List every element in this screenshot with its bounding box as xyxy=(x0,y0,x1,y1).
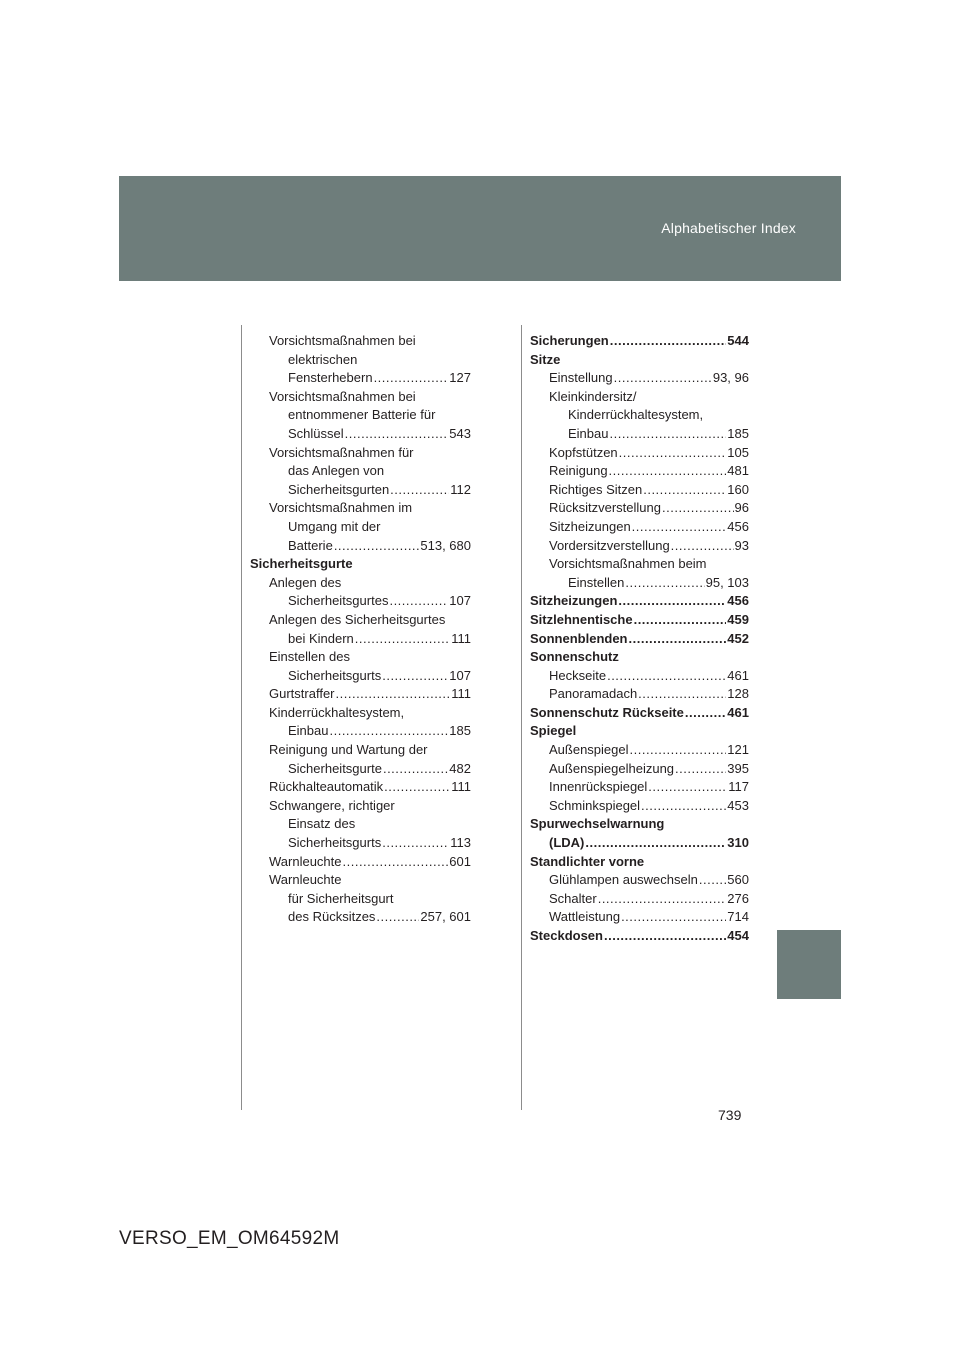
index-term: Schlüssel xyxy=(288,425,344,441)
page-reference: 121 xyxy=(727,742,749,758)
index-entry xyxy=(530,369,749,388)
index-entry xyxy=(530,834,749,853)
header-band xyxy=(119,176,841,281)
index-term: Vorsichtsmaßnahmen für xyxy=(269,444,414,460)
index-term: Einstellen xyxy=(568,574,625,590)
index-term: Einstellen des xyxy=(269,649,350,665)
index-entry xyxy=(530,797,749,816)
index-term: Sicherheitsgurtes xyxy=(288,593,389,609)
chapter-tab xyxy=(777,930,841,999)
index-term: Batterie xyxy=(288,537,333,553)
index-heading xyxy=(250,797,471,816)
index-term: Sicherheitsgurts xyxy=(288,667,382,683)
dot-leader xyxy=(641,797,726,816)
page-reference: 544 xyxy=(727,333,749,348)
dot-leader xyxy=(329,722,448,741)
page-reference: 160 xyxy=(727,481,749,497)
index-heading xyxy=(530,388,749,407)
index-term: Vorsichtsmaßnahmen bei xyxy=(269,388,416,404)
page-reference: 257, 601 xyxy=(420,909,471,925)
index-entry xyxy=(530,760,749,779)
page-reference: 96 xyxy=(734,500,749,516)
dot-leader xyxy=(609,425,726,444)
index-term: Warnleuchte xyxy=(269,872,342,888)
index-term: Warnleuchte xyxy=(269,853,342,869)
index-term: Sitzheizungen xyxy=(549,518,631,534)
index-entry xyxy=(250,908,471,927)
index-entry xyxy=(530,574,749,593)
index-entry xyxy=(250,369,471,388)
index-term: Standlichter vorne xyxy=(530,853,645,869)
page-reference: 459 xyxy=(727,611,749,627)
page-reference: 95, 103 xyxy=(705,574,749,590)
index-term: für Sicherheitsgurt xyxy=(288,890,394,906)
index-heading xyxy=(530,351,749,370)
index-term: Sitzlehnentische xyxy=(530,611,633,627)
page-reference: 111 xyxy=(451,630,471,646)
page-reference: 117 xyxy=(728,779,749,795)
index-heading xyxy=(250,499,471,518)
index-heading xyxy=(250,406,471,425)
page-reference: 560 xyxy=(727,872,749,888)
index-entry xyxy=(530,425,749,444)
page-reference: 105 xyxy=(727,444,749,460)
index-entry xyxy=(530,908,749,927)
index-term: Anlegen des xyxy=(269,574,342,590)
page-reference: 111 xyxy=(451,779,471,795)
index-entry xyxy=(530,332,749,351)
index-term: bei Kindern xyxy=(288,630,354,646)
dot-leader xyxy=(632,518,727,537)
dot-leader xyxy=(662,499,734,518)
index-entry xyxy=(530,611,749,630)
index-term: Außenspiegelheizung xyxy=(549,760,675,776)
document-code: VERSO_EM_OM64592M xyxy=(119,1228,340,1249)
dot-leader xyxy=(336,685,451,704)
dot-leader xyxy=(634,611,727,630)
dot-leader xyxy=(614,369,712,388)
page-reference: 276 xyxy=(727,890,749,906)
index-term: Vorsichtsmaßnahmen im xyxy=(269,500,413,516)
index-term: Kinderrückhaltesystem, xyxy=(269,704,405,720)
dot-leader xyxy=(383,760,448,779)
dot-leader xyxy=(585,834,726,853)
page-reference: 543 xyxy=(449,425,471,441)
index-term: Kopfstützen xyxy=(549,444,618,460)
index-term: Sonnenschutz Rückseite xyxy=(530,704,684,720)
index-heading xyxy=(250,518,471,537)
page-reference: 395 xyxy=(727,760,749,776)
index-entry xyxy=(250,834,471,853)
dot-leader xyxy=(355,630,450,649)
index-term: Spurwechselwarnung xyxy=(530,816,665,832)
dot-leader xyxy=(630,741,727,760)
page-reference: 310 xyxy=(727,835,749,851)
dot-leader xyxy=(610,332,727,351)
index-term: Fensterhebern xyxy=(288,370,373,386)
dot-leader xyxy=(384,778,450,797)
index-heading xyxy=(250,462,471,481)
page-reference: 461 xyxy=(727,704,749,720)
section-title: Alphabetischer Index xyxy=(661,220,796,236)
index-heading xyxy=(250,704,471,723)
index-term: Rücksitzverstellung xyxy=(549,500,661,516)
index-term: Heckseite xyxy=(549,667,607,683)
index-entry xyxy=(530,462,749,481)
index-entry xyxy=(250,853,471,872)
page-reference: 714 xyxy=(727,909,749,925)
dot-leader xyxy=(629,630,727,649)
dot-leader xyxy=(382,667,448,686)
index-entry xyxy=(250,537,471,556)
index-entry xyxy=(250,630,471,649)
index-heading xyxy=(530,555,749,574)
index-entry xyxy=(250,481,471,500)
dot-leader xyxy=(382,834,449,853)
index-term: Schalter xyxy=(549,890,597,906)
page-reference: 111 xyxy=(451,686,471,702)
index-term: Schwangere, richtiger xyxy=(269,797,395,813)
index-entry xyxy=(250,685,471,704)
index-heading xyxy=(250,388,471,407)
page-reference: 93 xyxy=(734,537,749,553)
index-term: Spiegel xyxy=(530,723,577,739)
index-term: Sicherheitsgurts xyxy=(288,835,382,851)
index-entry xyxy=(530,444,749,463)
index-entry xyxy=(530,592,749,611)
index-term: Umgang mit der xyxy=(288,518,381,534)
index-heading xyxy=(530,853,749,872)
dot-leader xyxy=(638,685,726,704)
index-heading xyxy=(250,332,471,351)
index-heading xyxy=(250,815,471,834)
index-heading xyxy=(530,648,749,667)
dot-leader xyxy=(334,537,420,556)
index-entry xyxy=(250,592,471,611)
index-term: Wattleistung xyxy=(549,909,621,925)
page-reference: 107 xyxy=(449,593,471,609)
index-heading xyxy=(250,648,471,667)
dot-leader xyxy=(675,760,726,779)
dot-leader xyxy=(648,778,727,797)
index-term: elektrischen xyxy=(288,351,358,367)
page-reference: 482 xyxy=(449,760,471,776)
index-term: Innenrückspiegel xyxy=(549,779,648,795)
index-term: Reinigung und Wartung der xyxy=(269,742,428,758)
index-heading xyxy=(250,611,471,630)
index-term: (LDA) xyxy=(549,835,585,851)
page-reference: 128 xyxy=(727,686,749,702)
index-heading xyxy=(530,722,749,741)
index-term: Steckdosen xyxy=(530,928,603,943)
page-reference: 185 xyxy=(727,425,749,441)
dot-leader xyxy=(671,537,734,556)
index-heading xyxy=(250,890,471,909)
page-number: 739 xyxy=(718,1107,742,1123)
page-reference: 112 xyxy=(450,481,471,497)
page-reference: 454 xyxy=(727,928,749,943)
index-entry xyxy=(530,890,749,909)
dot-leader xyxy=(604,927,726,946)
index-term: Sicherheitsgurten xyxy=(288,481,390,497)
index-term: Außenspiegel xyxy=(549,742,629,758)
index-term: Richtiges Sitzen xyxy=(549,481,643,497)
index-term: Einsatz des xyxy=(288,816,356,832)
index-term: Glühlampen auswechseln xyxy=(549,872,698,888)
index-entry xyxy=(530,704,749,723)
index-term: Reinigung xyxy=(549,463,608,479)
index-entry xyxy=(250,778,471,797)
page-reference: 481 xyxy=(727,463,749,479)
index-term: Sitze xyxy=(530,351,561,367)
index-heading xyxy=(250,871,471,890)
index-entry xyxy=(530,667,749,686)
index-column-left xyxy=(250,332,471,927)
page-reference: 456 xyxy=(727,518,749,534)
dot-leader xyxy=(618,592,726,611)
index-term: Sicherheitsgurte xyxy=(288,760,382,776)
dot-leader xyxy=(389,592,448,611)
index-entry xyxy=(530,537,749,556)
index-heading xyxy=(250,574,471,593)
dot-leader xyxy=(598,890,727,909)
index-term: Gurtstraffer xyxy=(269,686,335,702)
index-entry xyxy=(250,760,471,779)
index-entry xyxy=(530,518,749,537)
column-divider-left xyxy=(241,325,242,1110)
column-divider-middle xyxy=(521,325,522,1110)
index-heading xyxy=(250,444,471,463)
index-term: Einbau xyxy=(288,723,329,739)
page-reference: 601 xyxy=(449,853,471,869)
index-entry xyxy=(250,425,471,444)
index-heading xyxy=(530,406,749,425)
index-entry xyxy=(530,741,749,760)
index-term: Vorsichtsmaßnahmen beim xyxy=(549,556,707,572)
index-term: Sicherungen xyxy=(530,333,609,348)
index-term: Panoramadach xyxy=(549,686,638,702)
page-reference: 456 xyxy=(727,593,749,609)
dot-leader xyxy=(390,481,449,500)
dot-leader xyxy=(607,667,726,686)
index-term: Sonnenblenden xyxy=(530,630,628,646)
page-reference: 107 xyxy=(449,667,471,683)
index-entry xyxy=(530,871,749,890)
dot-leader xyxy=(609,462,727,481)
page-reference: 461 xyxy=(727,667,749,683)
index-term: Einbau xyxy=(568,425,609,441)
dot-leader xyxy=(376,908,419,927)
page-reference: 113 xyxy=(450,835,471,851)
index-heading xyxy=(250,555,471,574)
index-term: des Rücksitzes xyxy=(288,909,376,925)
index-heading xyxy=(250,351,471,370)
index-term: Einstellung xyxy=(549,370,613,386)
page-reference: 127 xyxy=(449,370,471,386)
dot-leader xyxy=(374,369,449,388)
dot-leader xyxy=(619,444,727,463)
dot-leader xyxy=(699,871,726,890)
dot-leader xyxy=(625,574,704,593)
index-term: Anlegen des Sicherheitsgurtes xyxy=(269,611,446,627)
index-term: Vordersitzverstellung xyxy=(549,537,670,553)
index-term: das Anlegen von xyxy=(288,463,385,479)
index-entry xyxy=(530,927,749,946)
index-entry xyxy=(530,630,749,649)
index-heading xyxy=(530,815,749,834)
index-entry xyxy=(250,667,471,686)
index-term: Schminkspiegel xyxy=(549,797,641,813)
page-reference: 453 xyxy=(727,797,749,813)
index-term: Vorsichtsmaßnahmen bei xyxy=(269,333,416,348)
dot-leader xyxy=(643,481,726,500)
index-term: Sicherheitsgurte xyxy=(250,556,353,572)
index-term: entnommener Batterie für xyxy=(288,407,436,423)
page-reference: 93, 96 xyxy=(712,370,749,386)
index-term: Kleinkindersitz/ xyxy=(549,388,637,404)
dot-leader xyxy=(621,908,726,927)
page-reference: 185 xyxy=(449,723,471,739)
index-term: Sonnenschutz xyxy=(530,649,619,665)
dot-leader xyxy=(685,704,726,723)
dot-leader xyxy=(345,425,449,444)
dot-leader xyxy=(343,853,449,872)
index-entry xyxy=(530,499,749,518)
index-entry xyxy=(530,685,749,704)
page-reference: 513, 680 xyxy=(420,537,471,553)
index-heading xyxy=(250,741,471,760)
index-term: Rückhalteautomatik xyxy=(269,779,384,795)
index-entry xyxy=(530,778,749,797)
index-column-right xyxy=(530,332,749,946)
page-reference: 452 xyxy=(727,630,749,646)
index-entry xyxy=(530,481,749,500)
index-term: Sitzheizungen xyxy=(530,593,618,609)
index-term: Kinderrückhaltesystem, xyxy=(568,407,704,423)
index-entry xyxy=(250,722,471,741)
